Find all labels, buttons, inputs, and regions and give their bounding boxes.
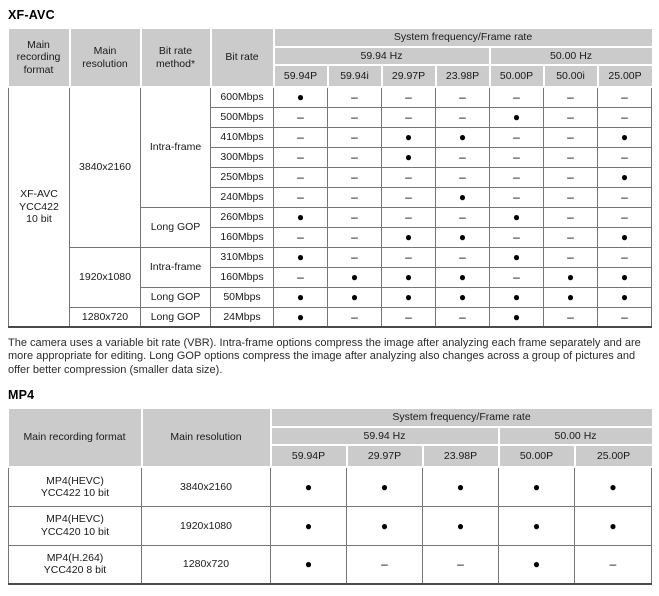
- mark-cell: –: [598, 307, 652, 327]
- mark-cell: ●: [490, 287, 544, 307]
- method-cell: Long GOP: [141, 207, 211, 247]
- header-rate: 59.94P: [274, 65, 328, 87]
- mark-cell: ●: [436, 187, 490, 207]
- header-rate: 59.94P: [271, 445, 347, 467]
- mark-cell: –: [274, 127, 328, 147]
- mark-cell: –: [436, 167, 490, 187]
- resolution-cell: 1280x720: [70, 307, 141, 327]
- header-rate: 25.00P: [598, 65, 652, 87]
- format-line: MP4(HEVC): [46, 513, 104, 526]
- mark-cell: –: [382, 307, 436, 327]
- header-5000hz: 50.00 Hz: [499, 427, 652, 445]
- mark-cell: ●: [423, 506, 499, 545]
- mark-cell: –: [382, 247, 436, 267]
- format-line: YCC420 8 bit: [43, 564, 107, 577]
- format-line: MP4(HEVC): [46, 474, 104, 487]
- bitrate-cell: 600Mbps: [211, 87, 274, 107]
- mark-cell: –: [328, 187, 382, 207]
- mark-cell: ●: [436, 267, 490, 287]
- xfavc-table: [8, 29, 652, 328]
- mark-cell: ●: [598, 127, 652, 147]
- format-cell: [9, 87, 70, 327]
- mark-cell: –: [436, 147, 490, 167]
- header-5994hz: 59.94 Hz: [274, 47, 490, 65]
- mark-cell: –: [490, 227, 544, 247]
- mark-cell: ●: [382, 127, 436, 147]
- mark-cell: ●: [382, 227, 436, 247]
- mark-cell: ●: [274, 207, 328, 227]
- mark-cell: ●: [544, 267, 598, 287]
- header-rate: 50.00i: [544, 65, 598, 87]
- mark-cell: –: [490, 267, 544, 287]
- format-line: YCC422: [19, 200, 59, 213]
- mark-cell: ●: [347, 467, 423, 506]
- format-cell: [9, 506, 142, 545]
- mark-cell: –: [328, 247, 382, 267]
- mark-cell: –: [544, 127, 598, 147]
- mark-cell: –: [575, 545, 652, 584]
- bitrate-cell: 24Mbps: [211, 307, 274, 327]
- header-system-frequency: System frequency/Frame rate: [274, 29, 652, 47]
- header-bit-rate-method: Bit rate method*: [141, 29, 211, 87]
- format-line: XF-AVC: [20, 188, 58, 201]
- mark-cell: –: [436, 207, 490, 227]
- mark-cell: –: [347, 545, 423, 584]
- mark-cell: –: [382, 187, 436, 207]
- mark-cell: ●: [575, 467, 652, 506]
- vbr-note: The camera uses a variable bit rate (VBR). Intra-frame options compress the image after analyzing each frame separately and are more appropriate for editing. Long GOP options compress the image after analyzing also changes across a group of pictures and offer better compression (smaller data size).: [8, 337, 641, 376]
- mark-cell: –: [544, 87, 598, 107]
- mark-cell: –: [328, 227, 382, 247]
- format-line: 10 bit: [26, 213, 52, 226]
- mark-cell: –: [490, 187, 544, 207]
- mark-cell: ●: [598, 267, 652, 287]
- mark-cell: –: [598, 107, 652, 127]
- mark-cell: –: [544, 167, 598, 187]
- header-5994hz: 59.94 Hz: [271, 427, 499, 445]
- mark-cell: ●: [271, 545, 347, 584]
- header-rate: 29.97P: [347, 445, 423, 467]
- mark-cell: ●: [328, 287, 382, 307]
- mark-cell: ●: [347, 506, 423, 545]
- mark-cell: –: [423, 545, 499, 584]
- method-cell: Intra-frame: [141, 87, 211, 207]
- mark-cell: –: [544, 147, 598, 167]
- table-row: [9, 506, 652, 545]
- mark-cell: ●: [274, 87, 328, 107]
- bitrate-cell: 310Mbps: [211, 247, 274, 267]
- mark-cell: –: [274, 147, 328, 167]
- mark-cell: –: [328, 107, 382, 127]
- bitrate-cell: 250Mbps: [211, 167, 274, 187]
- mark-cell: –: [328, 307, 382, 327]
- mark-cell: –: [490, 147, 544, 167]
- mark-cell: ●: [436, 287, 490, 307]
- resolution-cell: 1280x720: [142, 545, 271, 584]
- format-cell: [9, 545, 142, 584]
- mark-cell: –: [274, 107, 328, 127]
- method-cell: Long GOP: [141, 287, 211, 307]
- mark-cell: ●: [499, 506, 575, 545]
- header-main-recording-format: Main recording format: [9, 409, 142, 467]
- bitrate-cell: 160Mbps: [211, 267, 274, 287]
- mark-cell: ●: [382, 287, 436, 307]
- mark-cell: ●: [490, 307, 544, 327]
- header-main-resolution: Main resolution: [70, 29, 141, 87]
- mark-cell: –: [274, 227, 328, 247]
- mark-cell: ●: [423, 467, 499, 506]
- mark-cell: ●: [274, 247, 328, 267]
- mark-cell: ●: [499, 467, 575, 506]
- mark-cell: –: [382, 207, 436, 227]
- mark-cell: –: [490, 167, 544, 187]
- header-rate: 59.94i: [328, 65, 382, 87]
- bitrate-cell: 260Mbps: [211, 207, 274, 227]
- mark-cell: ●: [436, 227, 490, 247]
- header-rate: 23.98P: [423, 445, 499, 467]
- mark-cell: –: [382, 167, 436, 187]
- header-main-resolution: Main resolution: [142, 409, 271, 467]
- xfavc-section-title: XF-AVC: [8, 8, 55, 22]
- bitrate-cell: 160Mbps: [211, 227, 274, 247]
- mark-cell: –: [436, 307, 490, 327]
- resolution-cell: 1920x1080: [142, 506, 271, 545]
- mark-cell: ●: [328, 267, 382, 287]
- mark-cell: –: [598, 247, 652, 267]
- mark-cell: –: [544, 207, 598, 227]
- mark-cell: ●: [598, 287, 652, 307]
- mark-cell: –: [274, 167, 328, 187]
- format-line: YCC422 10 bit: [40, 486, 110, 499]
- mark-cell: ●: [499, 545, 575, 584]
- mark-cell: –: [382, 107, 436, 127]
- mark-cell: –: [598, 87, 652, 107]
- mp4-section-title: MP4: [8, 388, 35, 403]
- mark-cell: ●: [271, 467, 347, 506]
- mark-cell: –: [598, 207, 652, 227]
- header-rate: 50.00P: [490, 65, 544, 87]
- mark-cell: ●: [436, 127, 490, 147]
- mark-cell: ●: [274, 307, 328, 327]
- resolution-cell: 1920x1080: [70, 247, 141, 307]
- header-rate: 50.00P: [499, 445, 575, 467]
- mark-cell: –: [436, 247, 490, 267]
- mark-cell: –: [328, 207, 382, 227]
- table-row: [9, 467, 652, 506]
- resolution-cell: 3840x2160: [70, 87, 141, 247]
- resolution-cell: 3840x2160: [142, 467, 271, 506]
- table-row: [9, 87, 652, 107]
- mark-cell: ●: [382, 147, 436, 167]
- mark-cell: –: [544, 187, 598, 207]
- header-rate: 23.98P: [436, 65, 490, 87]
- mark-cell: ●: [598, 167, 652, 187]
- mark-cell: –: [274, 267, 328, 287]
- header-rate: 25.00P: [575, 445, 652, 467]
- mark-cell: ●: [598, 227, 652, 247]
- header-bit-rate: Bit rate: [211, 29, 274, 87]
- bitrate-cell: 300Mbps: [211, 147, 274, 167]
- mark-cell: –: [544, 107, 598, 127]
- mark-cell: –: [544, 247, 598, 267]
- mark-cell: –: [490, 87, 544, 107]
- header-5000hz: 50.00 Hz: [490, 47, 652, 65]
- mark-cell: ●: [382, 267, 436, 287]
- method-cell: Intra-frame: [141, 247, 211, 287]
- mark-cell: ●: [490, 207, 544, 227]
- header-system-frequency: System frequency/Frame rate: [271, 409, 652, 427]
- mark-cell: –: [274, 187, 328, 207]
- mp4-table: [8, 409, 652, 585]
- header-main-recording-format: Main recording format: [9, 29, 70, 87]
- mark-cell: –: [490, 127, 544, 147]
- mark-cell: –: [436, 107, 490, 127]
- bitrate-cell: 500Mbps: [211, 107, 274, 127]
- bitrate-cell: 410Mbps: [211, 127, 274, 147]
- mark-cell: –: [328, 167, 382, 187]
- mark-cell: –: [328, 87, 382, 107]
- table-row: [9, 545, 652, 584]
- header-rate: 29.97P: [382, 65, 436, 87]
- mark-cell: –: [598, 147, 652, 167]
- mark-cell: ●: [490, 247, 544, 267]
- table-row: [9, 307, 652, 327]
- mark-cell: –: [436, 87, 490, 107]
- table-row: [9, 247, 652, 267]
- method-cell: Long GOP: [141, 307, 211, 327]
- mark-cell: –: [382, 87, 436, 107]
- format-line: YCC420 10 bit: [40, 525, 110, 538]
- mark-cell: –: [544, 307, 598, 327]
- format-cell: [9, 467, 142, 506]
- mark-cell: ●: [274, 287, 328, 307]
- mark-cell: ●: [544, 287, 598, 307]
- mark-cell: –: [328, 147, 382, 167]
- bitrate-cell: 240Mbps: [211, 187, 274, 207]
- mark-cell: –: [598, 187, 652, 207]
- mark-cell: ●: [271, 506, 347, 545]
- format-line: MP4(H.264): [46, 552, 104, 565]
- mark-cell: –: [328, 127, 382, 147]
- mark-cell: ●: [575, 506, 652, 545]
- bitrate-cell: 50Mbps: [211, 287, 274, 307]
- mark-cell: –: [544, 227, 598, 247]
- mark-cell: ●: [490, 107, 544, 127]
